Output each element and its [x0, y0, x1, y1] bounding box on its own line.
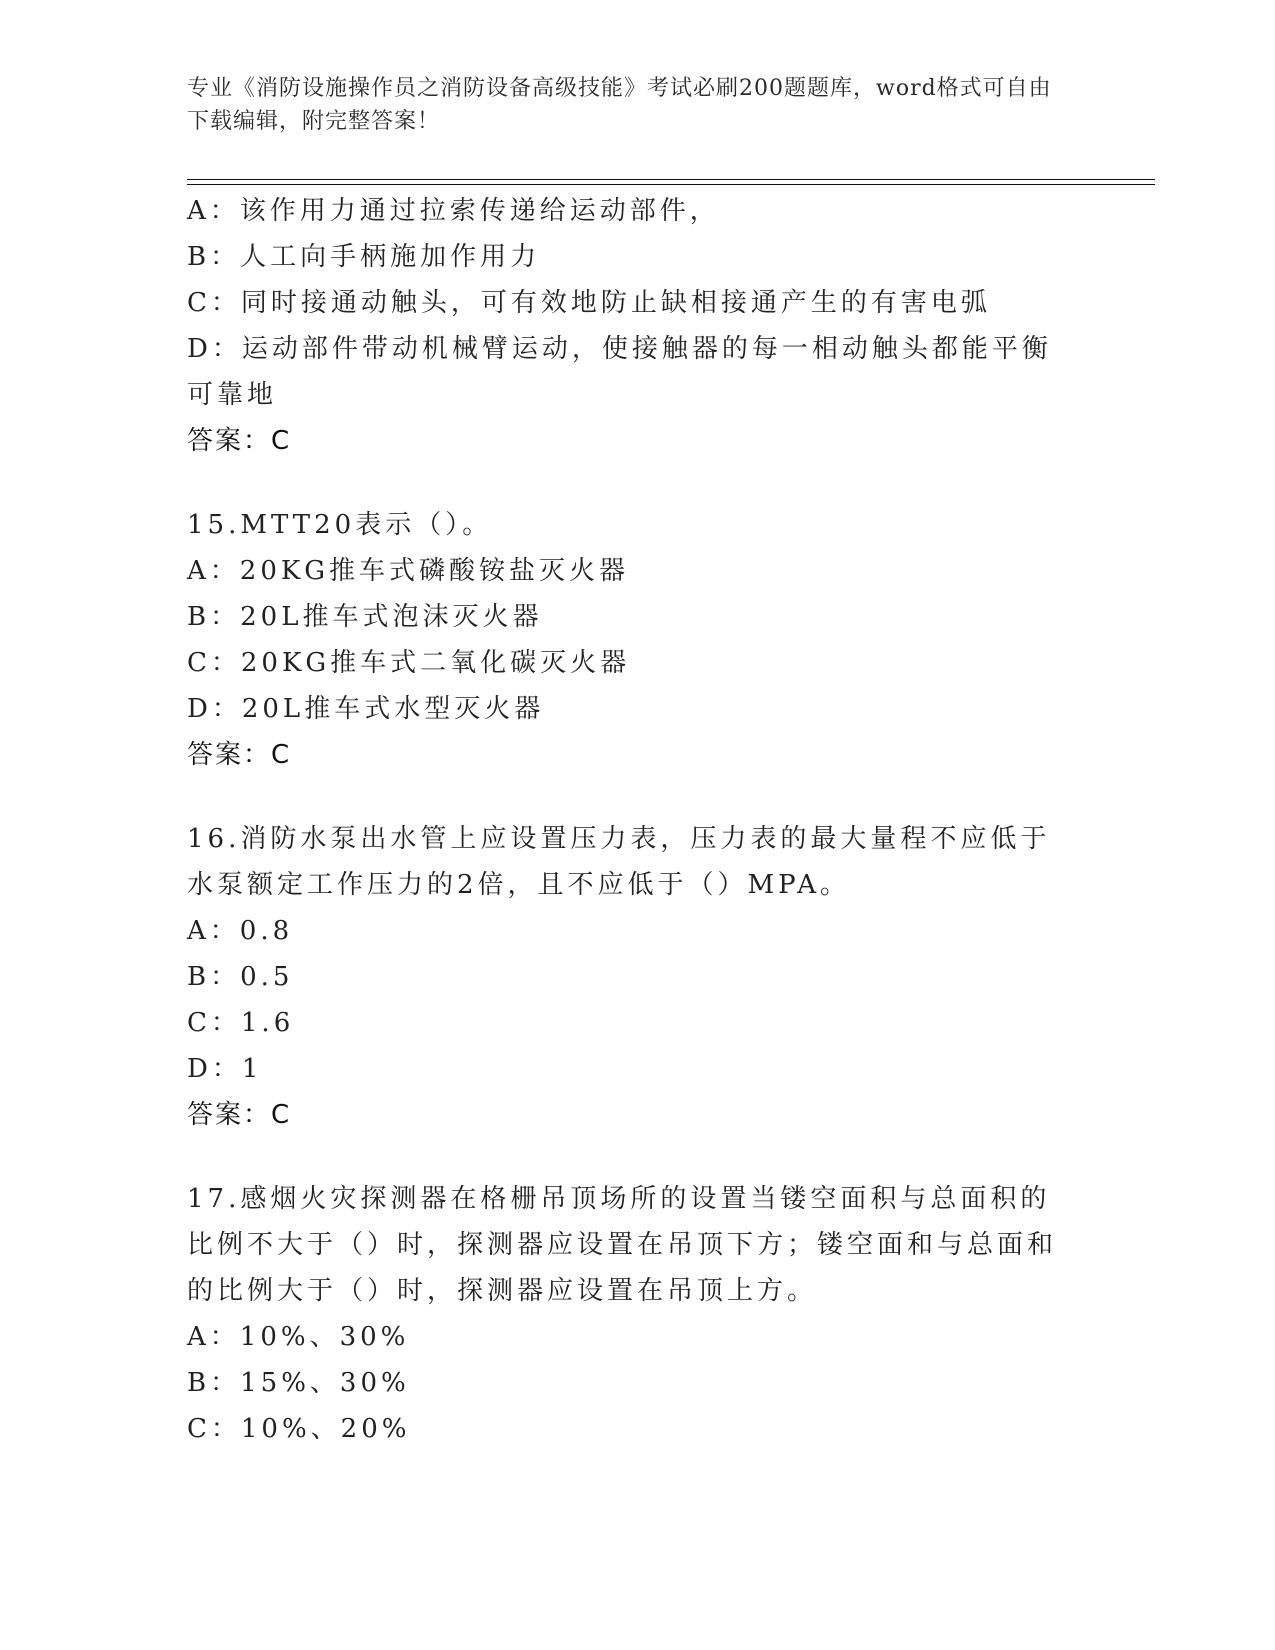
- header-divider-bottom: [187, 184, 1155, 185]
- document-header: 专业《消防设施操作员之消防设备高级技能》考试必刷200题题库，word格式可自由下载编辑，附完整答案！: [187, 76, 1052, 134]
- question-17: [187, 1176, 1067, 1452]
- answer: 答案：C: [187, 1100, 292, 1130]
- spacer: [187, 1138, 1067, 1176]
- question-list: [187, 188, 1067, 1452]
- question-16: [187, 816, 1067, 1138]
- option-a: A：20KG推车式磷酸铵盐灭火器: [187, 556, 630, 586]
- option-d: D：20L推车式水型灭火器: [187, 694, 545, 724]
- option-a: A：10%、30%: [187, 1322, 410, 1352]
- header-divider-top: [187, 179, 1155, 180]
- option-c: C：20KG推车式二氧化碳灭火器: [187, 648, 631, 678]
- question-15: [187, 502, 1067, 778]
- question-14-tail: [187, 188, 1067, 464]
- option-c: C：1.6: [187, 1008, 295, 1038]
- spacer: [187, 464, 1067, 502]
- answer: 答案：C: [187, 426, 292, 456]
- option-b: B：人工向手柄施加作用力: [187, 242, 541, 272]
- question-stem: 16.消防水泵出水管上应设置压力表，压力表的最大量程不应低于水泵额定工作压力的2倍，且不应低于（）MPA。: [187, 824, 1051, 900]
- option-c: C：同时接通动触头，可有效地防止缺相接通产生的有害电弧: [187, 288, 991, 318]
- option-d: D：1: [187, 1054, 263, 1084]
- spacer: [187, 778, 1067, 816]
- option-c: C：10%、20%: [187, 1414, 411, 1444]
- option-b: B：20L推车式泡沫灭火器: [187, 602, 543, 632]
- option-a: A：该作用力通过拉索传递给运动部件，: [187, 196, 720, 226]
- option-b: B：15%、30%: [187, 1368, 410, 1398]
- question-stem: 15.MTT20表示（）。: [187, 510, 493, 540]
- question-stem: 17.感烟火灾探测器在格栅吊顶场所的设置当镂空面积与总面积的比例不大于（）时，探测器应设置在吊顶下方；镂空面和与总面和的比例大于（）时，探测器应设置在吊顶上方。: [187, 1184, 1058, 1306]
- option-a: A：0.8: [187, 916, 294, 946]
- option-b: B：0.5: [187, 962, 294, 992]
- option-d: D：运动部件带动机械臂运动，使接触器的每一相动触头都能平衡可靠地: [187, 334, 1052, 410]
- answer: 答案：C: [187, 740, 292, 770]
